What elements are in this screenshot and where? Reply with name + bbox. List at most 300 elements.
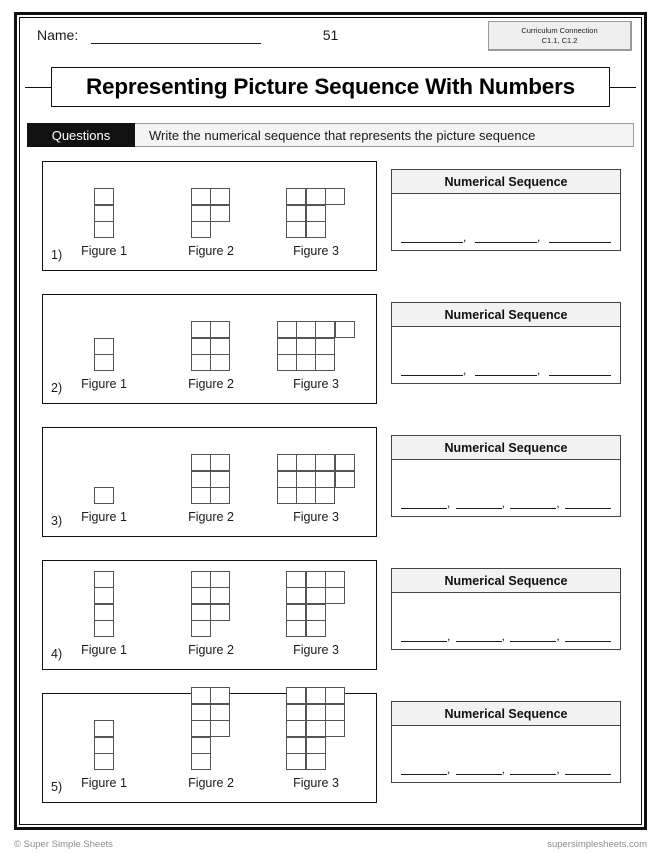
figures-area — [43, 565, 376, 637]
grid-cell — [277, 321, 297, 338]
grid-cell — [296, 454, 316, 471]
grid-cell — [286, 737, 306, 754]
question-row — [27, 294, 634, 412]
answer-panel-body — [392, 593, 620, 649]
grid-cell — [191, 753, 211, 770]
grid-row — [94, 754, 113, 770]
grid-cell — [325, 188, 345, 205]
grid-cell — [191, 454, 211, 471]
grid-cell — [191, 487, 211, 504]
worksheet-title-area — [17, 67, 644, 107]
figure-shape-1 — [49, 432, 159, 504]
answer-blank-line[interactable] — [401, 365, 463, 376]
figure-label-1: Figure 1 — [81, 776, 127, 790]
figure-shape-2 — [156, 299, 266, 371]
figures-area — [43, 166, 376, 238]
grid-cell — [286, 704, 306, 721]
grid-cell — [210, 471, 230, 488]
figure-label-3: Figure 3 — [293, 643, 339, 657]
grid-cell — [191, 620, 211, 637]
answer-blanks — [401, 364, 611, 376]
curriculum-connection-title: Curriculum Connection — [521, 26, 598, 36]
answer-panel-header: Numerical Sequence — [392, 170, 620, 194]
grid-cell — [306, 587, 326, 604]
grid-cell — [94, 188, 114, 205]
figure-shape-3 — [261, 166, 371, 238]
grid-cell — [94, 205, 114, 222]
grid-cell — [277, 338, 297, 355]
worksheet-page-frame — [14, 12, 647, 830]
figures-area — [43, 698, 376, 770]
blank-group — [456, 497, 505, 509]
grid-row — [192, 621, 211, 637]
grid-row — [192, 355, 231, 371]
grid-cell — [191, 354, 211, 371]
figure-shape-3 — [261, 432, 371, 504]
grid-row — [287, 704, 345, 720]
blank-group — [401, 763, 450, 775]
blank-group — [475, 364, 540, 376]
grid-cell — [306, 687, 326, 704]
answer-blanks — [401, 497, 611, 509]
answer-panel-body — [392, 327, 620, 383]
answer-blank-line[interactable] — [565, 631, 611, 642]
grid-row — [192, 588, 231, 604]
page-number: 51 — [322, 27, 339, 43]
grid-row — [192, 471, 231, 487]
grid-row — [192, 455, 231, 471]
grid-cell — [277, 487, 297, 504]
grid-cell — [210, 571, 230, 588]
figure-labels-row — [43, 776, 376, 794]
grid-cell — [296, 321, 316, 338]
question-number: 3) — [51, 514, 63, 528]
grid-cell — [94, 604, 114, 621]
grid-row — [94, 571, 113, 587]
grid-cell — [335, 454, 355, 471]
grid-row — [192, 189, 231, 205]
grid-cell — [286, 571, 306, 588]
blank-group — [475, 231, 540, 243]
answer-blank-line[interactable] — [456, 764, 502, 775]
figure-label-3: Figure 3 — [293, 510, 339, 524]
footer-website: supersimplesheets.com — [547, 838, 647, 850]
answer-blank-line[interactable] — [456, 498, 502, 509]
blank-separator-comma: , — [447, 496, 451, 510]
grid-row — [277, 355, 335, 371]
question-row — [27, 560, 634, 678]
figure-label-1: Figure 1 — [81, 510, 127, 524]
grid-cell — [191, 571, 211, 588]
grid-cell — [94, 720, 114, 737]
grid-shape — [287, 571, 345, 637]
blank-group — [401, 497, 450, 509]
page-title: Representing Picture Sequence With Numbers — [85, 74, 575, 99]
grid-cell — [210, 321, 230, 338]
grid-cell — [191, 205, 211, 222]
grid-shape — [287, 688, 345, 770]
answer-panel-header: Numerical Sequence — [392, 569, 620, 593]
grid-cell — [306, 620, 326, 637]
grid-cell — [296, 471, 316, 488]
figures-panel — [42, 294, 377, 404]
figure-label-3: Figure 3 — [293, 244, 339, 258]
grid-cell — [286, 753, 306, 770]
grid-cell — [210, 587, 230, 604]
figure-label-3: Figure 3 — [293, 776, 339, 790]
grid-shape — [287, 189, 345, 238]
blank-group — [565, 498, 611, 509]
figure-shape-3 — [261, 299, 371, 371]
answer-blank-line[interactable] — [401, 232, 463, 243]
grid-row — [94, 355, 113, 371]
answer-blank-line[interactable] — [565, 764, 611, 775]
answer-blank-line[interactable] — [565, 498, 611, 509]
grid-shape — [94, 189, 113, 238]
grid-cell — [191, 188, 211, 205]
grid-row — [287, 604, 326, 620]
grid-cell — [325, 571, 345, 588]
blank-separator-comma: , — [537, 230, 541, 244]
question-row — [27, 693, 634, 811]
figures-area — [43, 299, 376, 371]
page-footer — [14, 836, 647, 852]
figure-shape-2 — [156, 565, 266, 637]
grid-row — [192, 688, 231, 704]
blank-separator-comma: , — [501, 762, 505, 776]
figure-label-2: Figure 2 — [188, 643, 234, 657]
grid-row — [277, 488, 335, 504]
grid-row — [94, 588, 113, 604]
curriculum-connection-box — [488, 21, 632, 51]
grid-shape — [192, 189, 231, 238]
figures-panel — [42, 560, 377, 670]
grid-row — [287, 571, 345, 587]
grid-row — [192, 571, 231, 587]
grid-cell — [296, 354, 316, 371]
grid-row — [192, 488, 231, 504]
question-row — [27, 427, 634, 545]
blank-separator-comma: , — [501, 496, 505, 510]
grid-row — [277, 471, 355, 487]
grid-cell — [306, 604, 326, 621]
grid-row — [192, 222, 211, 238]
answer-blank-line[interactable] — [401, 631, 447, 642]
grid-cell — [94, 338, 114, 355]
blank-group — [401, 364, 466, 376]
grid-cell — [286, 604, 306, 621]
grid-cell — [94, 753, 114, 770]
answer-panel — [391, 169, 621, 251]
grid-row — [287, 737, 326, 753]
grid-row — [94, 604, 113, 620]
grid-row — [192, 322, 231, 338]
grid-row — [94, 338, 113, 354]
question-number: 5) — [51, 780, 63, 794]
grid-cell — [277, 354, 297, 371]
grid-shape — [94, 571, 113, 637]
answer-blank-line[interactable] — [401, 498, 447, 509]
grid-cell — [306, 737, 326, 754]
figure-label-2: Figure 2 — [188, 244, 234, 258]
answer-blank-line[interactable] — [475, 232, 537, 243]
grid-cell — [315, 471, 335, 488]
answer-panel — [391, 568, 621, 650]
blank-group — [565, 631, 611, 642]
grid-cell — [191, 687, 211, 704]
figure-labels-row — [43, 510, 376, 528]
grid-row — [94, 621, 113, 637]
instruction-bar — [27, 123, 634, 147]
answer-blanks — [401, 231, 611, 243]
grid-cell — [210, 720, 230, 737]
grid-cell — [325, 687, 345, 704]
grid-row — [192, 704, 231, 720]
grid-cell — [306, 221, 326, 238]
figure-label-2: Figure 2 — [188, 377, 234, 391]
grid-row — [287, 189, 345, 205]
grid-cell — [325, 587, 345, 604]
grid-cell — [315, 454, 335, 471]
blank-separator-comma: , — [463, 230, 467, 244]
grid-shape — [94, 488, 113, 504]
answer-blank-line[interactable] — [456, 631, 502, 642]
grid-cell — [210, 604, 230, 621]
figure-shape-3 — [261, 698, 371, 770]
question-number: 4) — [51, 647, 63, 661]
blank-group — [510, 497, 559, 509]
grid-cell — [94, 737, 114, 754]
blank-group — [401, 630, 450, 642]
blank-separator-comma: , — [556, 496, 560, 510]
answer-panel-header: Numerical Sequence — [392, 702, 620, 726]
answer-panel — [391, 435, 621, 517]
figure-label-1: Figure 1 — [81, 643, 127, 657]
title-box — [51, 67, 610, 107]
answer-blank-line[interactable] — [510, 631, 556, 642]
questions-tag: Questions — [27, 123, 135, 147]
answer-panel-header: Numerical Sequence — [392, 303, 620, 327]
grid-cell — [210, 205, 230, 222]
blank-group — [549, 365, 611, 376]
figure-labels-row — [43, 377, 376, 395]
name-label: Name: — [37, 27, 79, 43]
grid-row — [94, 721, 113, 737]
grid-row — [287, 205, 326, 221]
grid-cell — [306, 704, 326, 721]
answer-blank-line[interactable] — [510, 498, 556, 509]
figure-shape-1 — [49, 565, 159, 637]
answer-blank-line[interactable] — [510, 764, 556, 775]
grid-row — [277, 455, 355, 471]
figures-panel — [42, 427, 377, 537]
grid-cell — [335, 321, 355, 338]
blank-group — [565, 764, 611, 775]
grid-row — [192, 338, 231, 354]
grid-cell — [335, 471, 355, 488]
grid-cell — [296, 338, 316, 355]
figure-label-3: Figure 3 — [293, 377, 339, 391]
grid-cell — [191, 720, 211, 737]
figures-area — [43, 432, 376, 504]
grid-cell — [315, 354, 335, 371]
figure-label-2: Figure 2 — [188, 510, 234, 524]
grid-cell — [94, 620, 114, 637]
grid-cell — [94, 571, 114, 588]
answer-panel-body — [392, 460, 620, 516]
figures-panel — [42, 693, 377, 803]
grid-cell — [306, 571, 326, 588]
grid-shape — [94, 338, 113, 371]
grid-row — [287, 721, 345, 737]
grid-row — [94, 737, 113, 753]
grid-row — [94, 189, 113, 205]
grid-shape — [94, 721, 113, 770]
blank-group — [456, 763, 505, 775]
grid-cell — [191, 471, 211, 488]
figure-label-2: Figure 2 — [188, 776, 234, 790]
grid-cell — [286, 188, 306, 205]
question-number: 2) — [51, 381, 63, 395]
question-number: 1) — [51, 248, 63, 262]
grid-cell — [325, 704, 345, 721]
grid-cell — [210, 704, 230, 721]
curriculum-connection-codes: C1.1, C1.2 — [541, 35, 578, 45]
figure-shape-3 — [261, 565, 371, 637]
grid-row — [287, 754, 326, 770]
grid-cell — [191, 221, 211, 238]
blank-separator-comma: , — [556, 629, 560, 643]
figure-shape-1 — [49, 166, 159, 238]
grid-row — [287, 688, 345, 704]
grid-cell — [191, 321, 211, 338]
footer-copyright: © Super Simple Sheets — [14, 838, 113, 850]
grid-row — [287, 621, 326, 637]
grid-row — [192, 737, 211, 753]
figure-shape-2 — [156, 432, 266, 504]
grid-row — [287, 222, 326, 238]
grid-row — [192, 721, 231, 737]
grid-row — [94, 222, 113, 238]
grid-cell — [325, 720, 345, 737]
grid-row — [192, 754, 211, 770]
answer-blanks — [401, 763, 611, 775]
blank-group — [510, 630, 559, 642]
answer-blank-line[interactable] — [549, 232, 611, 243]
grid-shape — [277, 455, 355, 504]
grid-cell — [286, 205, 306, 222]
answer-panel — [391, 302, 621, 384]
grid-cell — [315, 321, 335, 338]
grid-row — [94, 205, 113, 221]
blank-group — [549, 232, 611, 243]
figure-labels-row — [43, 643, 376, 661]
blank-separator-comma: , — [447, 762, 451, 776]
grid-cell — [191, 737, 211, 754]
grid-cell — [191, 587, 211, 604]
figure-shape-2 — [156, 698, 266, 770]
grid-cell — [315, 487, 335, 504]
grid-row — [277, 338, 335, 354]
figures-panel — [42, 161, 377, 271]
grid-shape — [192, 688, 231, 770]
blank-separator-comma: , — [501, 629, 505, 643]
question-row — [27, 161, 634, 279]
grid-cell — [94, 487, 114, 504]
grid-cell — [191, 704, 211, 721]
answer-blank-line[interactable] — [401, 764, 447, 775]
grid-cell — [210, 188, 230, 205]
answer-blank-line[interactable] — [475, 365, 537, 376]
answer-blank-line[interactable] — [549, 365, 611, 376]
grid-cell — [94, 221, 114, 238]
grid-shape — [192, 571, 231, 637]
answer-panel-body — [392, 194, 620, 250]
blank-separator-comma: , — [537, 363, 541, 377]
grid-cell — [210, 687, 230, 704]
blank-group — [456, 630, 505, 642]
grid-cell — [306, 753, 326, 770]
figure-labels-row — [43, 244, 376, 262]
answer-panel-header: Numerical Sequence — [392, 436, 620, 460]
figure-label-1: Figure 1 — [81, 377, 127, 391]
blank-group — [401, 231, 466, 243]
grid-cell — [306, 205, 326, 222]
grid-cell — [286, 720, 306, 737]
answer-panel-body — [392, 726, 620, 782]
questions-container — [27, 161, 634, 826]
grid-cell — [286, 587, 306, 604]
grid-cell — [210, 354, 230, 371]
grid-cell — [296, 487, 316, 504]
grid-row — [287, 588, 345, 604]
grid-cell — [94, 354, 114, 371]
name-input-line[interactable] — [91, 43, 261, 44]
figure-label-1: Figure 1 — [81, 244, 127, 258]
grid-cell — [191, 604, 211, 621]
grid-cell — [210, 454, 230, 471]
answer-panel — [391, 701, 621, 783]
grid-cell — [315, 338, 335, 355]
grid-cell — [210, 338, 230, 355]
grid-cell — [286, 221, 306, 238]
grid-cell — [277, 471, 297, 488]
grid-row — [192, 205, 231, 221]
grid-shape — [277, 322, 355, 371]
grid-row — [192, 604, 231, 620]
grid-cell — [277, 454, 297, 471]
grid-row — [94, 488, 113, 504]
grid-cell — [286, 620, 306, 637]
grid-shape — [192, 322, 231, 371]
grid-cell — [210, 487, 230, 504]
grid-cell — [286, 687, 306, 704]
blank-separator-comma: , — [463, 363, 467, 377]
grid-cell — [306, 720, 326, 737]
figure-shape-1 — [49, 698, 159, 770]
figure-shape-1 — [49, 299, 159, 371]
figure-shape-2 — [156, 166, 266, 238]
blank-group — [510, 763, 559, 775]
instruction-text: Write the numerical sequence that represents the picture sequence — [135, 123, 634, 147]
answer-blanks — [401, 630, 611, 642]
blank-separator-comma: , — [447, 629, 451, 643]
worksheet-header — [17, 15, 644, 61]
grid-shape — [192, 455, 231, 504]
grid-cell — [94, 587, 114, 604]
grid-cell — [306, 188, 326, 205]
grid-row — [277, 322, 355, 338]
